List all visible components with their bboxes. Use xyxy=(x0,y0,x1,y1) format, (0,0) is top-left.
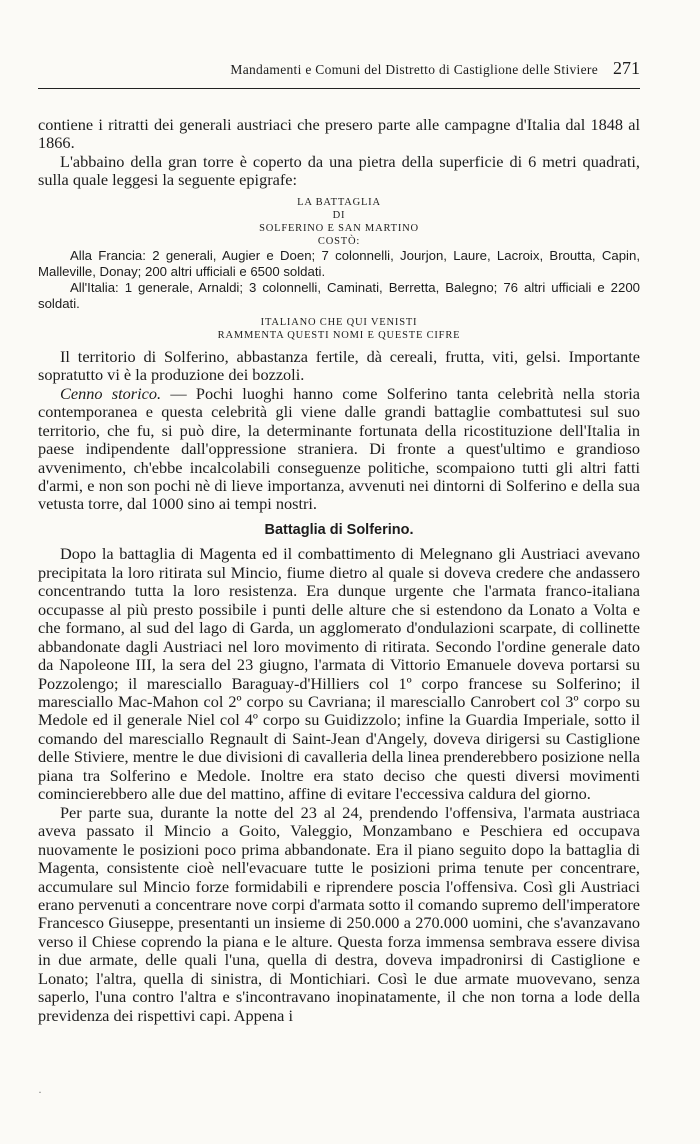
paragraph-abbaino: L'abbaino della gran torre è coperto da una pietra della superficie di 6 metri quadrati, sulla quale leggesi la seguente epigrafe: xyxy=(38,151,640,190)
paragraph-parte-sua: Per parte sua, durante la notte del 23 al 24, prendendo l'offensiva, l'armata austriaca aveva passato il Mincio a Goito, Valeggio, Monzambano e Peschiera ed occupava nuovamente le posizioni poco prima abbandonate. Era il piano seguito dopo la battaglia di Magenta, consistente cioè nell'evacuare tutte le posizioni prima tenute per concentrare, accumulare sul Mincio forze formidabili e riprendere poscia l'offensiva. Così gli Austriaci erano pervenuti a concentrare nove corpi d'armata sotto il comando supremo dell'imperatore Francesco Giuseppe, presentanti un insieme di 250.000 a 270.000 uomini, che s'avanzavano verso il Chiese coprendo la piana e le alture. Questa forza immensa sembrava essere divisa in due armate, delle quali l'una, quella di destra, doveva impadronirsi di Castiglione e Lonato; l'altra, quella di sinistra, di Montichiari. Così le due armate muovevano, senza saperlo, l'una contro l'altra e s'incontravano inopinatamente, il che non torna a lode della previdenza dei rispettivi capi. Appena i xyxy=(38,802,640,1025)
epigraph-closing-1: ITALIANO CHE QUI VENISTI xyxy=(260,316,418,328)
page-body xyxy=(38,116,640,1025)
epigraph-line-costo: COSTÒ: xyxy=(317,235,361,247)
epigraph-closing-2: RAMMENTA QUESTI NOMI E QUESTE CIFRE xyxy=(217,329,461,341)
paragraph-magenta: Dopo la battaglia di Magenta ed il combattimento di Melegnano gli Austriaci avevano precipitata la loro ritirata sul Mincio, fiume dietro al quale si doveva credere che andassero concentrando tutta la loro resistenza. Era dunque urgente che l'armata franco-italiana occupasse al più presto possibile i punti delle alture che si estendono da Lonato a Volta e che formano, al sud del lago di Garda, un agglomerato d'ondulazioni scarpate, di collinette abbandonate dagli Austriaci nel loro movimento di ritirata. Secondo l'ordine generale dato da Napoleone III, la sera del 23 giugno, l'armata di Vittorio Emanuele doveva portarsi su Pozzolengo; il maresciallo Baraguay-d'Hilliers col 1º corpo francese su Solferino; il maresciallo Mac-Mahon col 2º corpo su Cavriana; il maresciallo Canrobert col 3º corpo su Medole ed il generale Niel col 4º corpo su Guidizzolo; infine la Guardia Imperiale, sotto il comando del maresciallo Regnault di Saint-Jean d'Angely, doveva dirigersi su Castiglione delle Stiviere, mentre le due divisioni di cavalleria della linea prenderebbero posizione nella piana tra Solferino e Medole. Inoltre era stato deciso che questi diversi movimenti comincierebbero alle due del mattino, affine di evitare l'eccessiva caldura del giorno. xyxy=(38,544,640,804)
running-head: Mandamenti e Comuni del Distretto di Castiglione delle Stiviere xyxy=(230,62,598,77)
cenno-storico-label: Cenno storico. xyxy=(60,383,162,403)
epigraph-italy: All'Italia: 1 generale, Arnaldi; 3 colonnelli, Caminati, Berretta, Balegno; 76 altri ufficiali e 2200 soldati. xyxy=(38,279,640,311)
epigraph-line-battaglia: LA BATTAGLIA xyxy=(297,196,381,208)
cenno-storico-text: — Pochi luoghi hanno come Solferino tanta celebrità nella storia contemporanea e questa celebrità gli viene dalle grandi battaglie combattutesi sul suo territorio, che fu, si può dire, la determinante fortunata della ricostituzione dell'Italia in paese indipendente dall'oppressione straniera. Di fronte a quest'ultimo e grandioso avvenimento, ch'ebbe incalcolabili conseguenze politiche, scompaiono tutti gli altri fatti d'armi, e non son pochi nè di lieve importanza, avvenuti nei dintorni di Solferino e della sua vetusta torre, dal 1000 sino ai tempi nostri. xyxy=(38,383,641,514)
paragraph-territorio: Il territorio di Solferino, abbastanza fertile, dà cereali, frutta, viti, gelsi. Importante sopratutto vi è la produzione dei bozzoli. xyxy=(38,346,640,385)
epigraph-line-solferino: SOLFERINO E SAN MARTINO xyxy=(259,222,419,234)
page-mark: · xyxy=(38,1085,42,1099)
page-number: 271 xyxy=(613,58,640,78)
epigraph-france: Alla Francia: 2 generali, Augier e Doen; 7 colonnelli, Jourjon, Laure, Lacroix, Broutta, Capin, Malleville, Donay; 200 altri ufficiali e 6500 soldati. xyxy=(38,247,640,279)
page-header xyxy=(38,60,640,89)
paragraph-portraits: contiene i ritratti dei generali austriaci che presero parte alle campagne d'Italia dal 1848 al 1866. xyxy=(38,115,640,153)
section-title: Battaglia di Solferino. xyxy=(264,521,414,538)
epigraph-line-di: DI xyxy=(332,209,346,221)
paragraph-cenno-storico xyxy=(38,385,640,514)
epigraph xyxy=(38,196,640,342)
